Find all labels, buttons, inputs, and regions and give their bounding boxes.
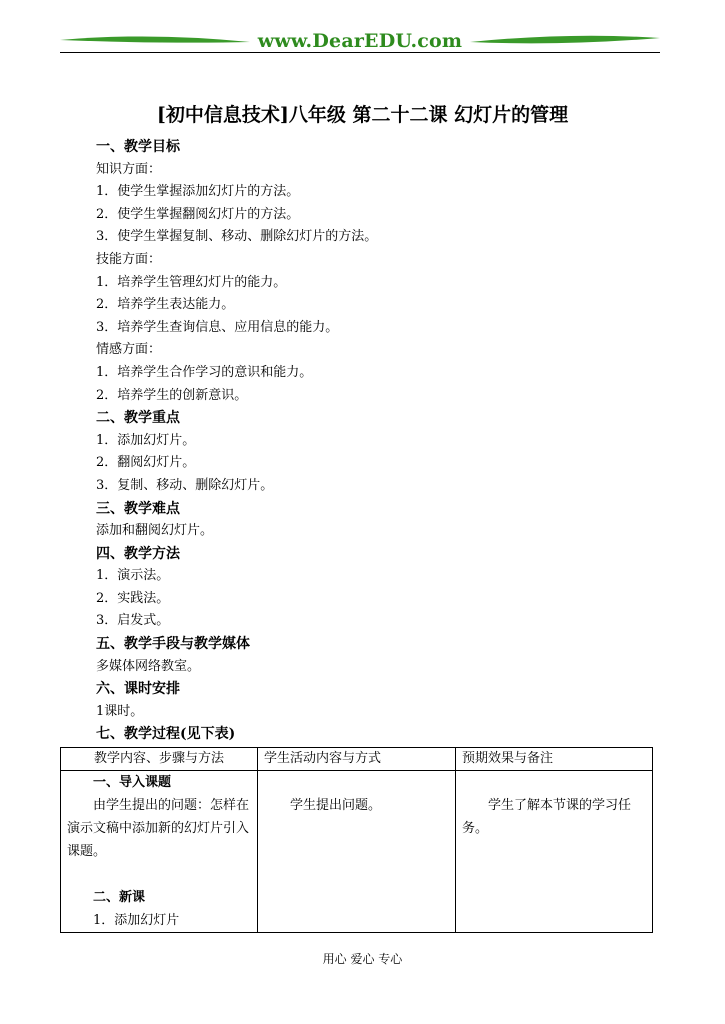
section-heading: 二、新课 — [93, 890, 146, 905]
section-heading: 四、教学方法 — [96, 545, 180, 562]
text-line: 2．培养学生的创新意识。 — [96, 387, 248, 403]
table-header-cell: 预期效果与备注 — [456, 748, 653, 771]
section-heading: 一、教学目标 — [96, 139, 180, 155]
section-heading: 三、教学难点 — [96, 500, 180, 517]
page-footer: 用心 爱心 专心 — [322, 952, 403, 966]
text-line: 1．培养学生合作学习的意识和能力。 — [96, 364, 313, 380]
text-line: 多媒体网络教室。 — [96, 658, 201, 674]
section-heading: 二、教学重点 — [96, 410, 180, 427]
table-cell-student-activity — [258, 771, 456, 933]
site-name: www.DearEDU.com — [257, 30, 463, 52]
table-header-cell: 教学内容、步骤与方法 — [61, 748, 258, 771]
text-line: 3．复制、移动、删除幻灯片。 — [96, 477, 274, 493]
table-row — [61, 771, 653, 933]
text-line: 知识方面： — [96, 161, 162, 177]
text-line: 3．使学生掌握复制、移动、删除幻灯片的方法。 — [96, 229, 378, 245]
document-body — [96, 136, 656, 746]
text-line: 情感方面： — [96, 342, 162, 358]
text-line: 1．培养学生管理幻灯片的能力。 — [96, 274, 287, 290]
text-line: 2．培养学生表达能力。 — [96, 297, 235, 313]
list-item: 1．添加幻灯片 — [93, 913, 180, 928]
text-line: 1课时。 — [96, 703, 144, 719]
text-line: 2．实践法。 — [96, 590, 170, 606]
site-header — [60, 26, 660, 58]
table-cell-steps — [61, 771, 258, 933]
text-line: 1．添加幻灯片。 — [96, 432, 196, 448]
header-rule — [60, 52, 660, 53]
text-line: 1．使学生掌握添加幻灯片的方法。 — [96, 184, 300, 200]
table-header-cell: 学生活动内容与方式 — [258, 748, 456, 771]
text-line: 技能方面： — [96, 251, 162, 267]
paragraph: 学生提出问题。 — [290, 798, 382, 813]
text-line: 3．培养学生查询信息、应用信息的能力。 — [96, 319, 339, 335]
paragraph: 学生了解本节课的学习任务。 — [462, 798, 632, 836]
table-cell-notes — [456, 771, 653, 933]
table-header-row — [61, 748, 653, 771]
text-line: 1．演示法。 — [96, 568, 170, 584]
paragraph: 由学生提出的问题：怎样在演示文稿中添加新的幻灯片引入课题。 — [67, 798, 250, 859]
page-title: [初中信息技术]八年级 第二十二课 幻灯片的管理 — [156, 104, 569, 126]
text-line: 2．使学生掌握翻阅幻灯片的方法。 — [96, 206, 300, 222]
section-heading: 一、导入课题 — [93, 775, 172, 790]
section-heading: 六、课时安排 — [96, 681, 180, 698]
text-line: 2．翻阅幻灯片。 — [96, 455, 196, 471]
text-line: 添加和翻阅幻灯片。 — [96, 523, 214, 539]
section-heading: 五、教学手段与教学媒体 — [96, 636, 250, 653]
process-table — [60, 747, 653, 933]
section-heading: 七、教学过程(见下表) — [96, 726, 236, 743]
text-line: 3．启发式。 — [96, 613, 170, 629]
